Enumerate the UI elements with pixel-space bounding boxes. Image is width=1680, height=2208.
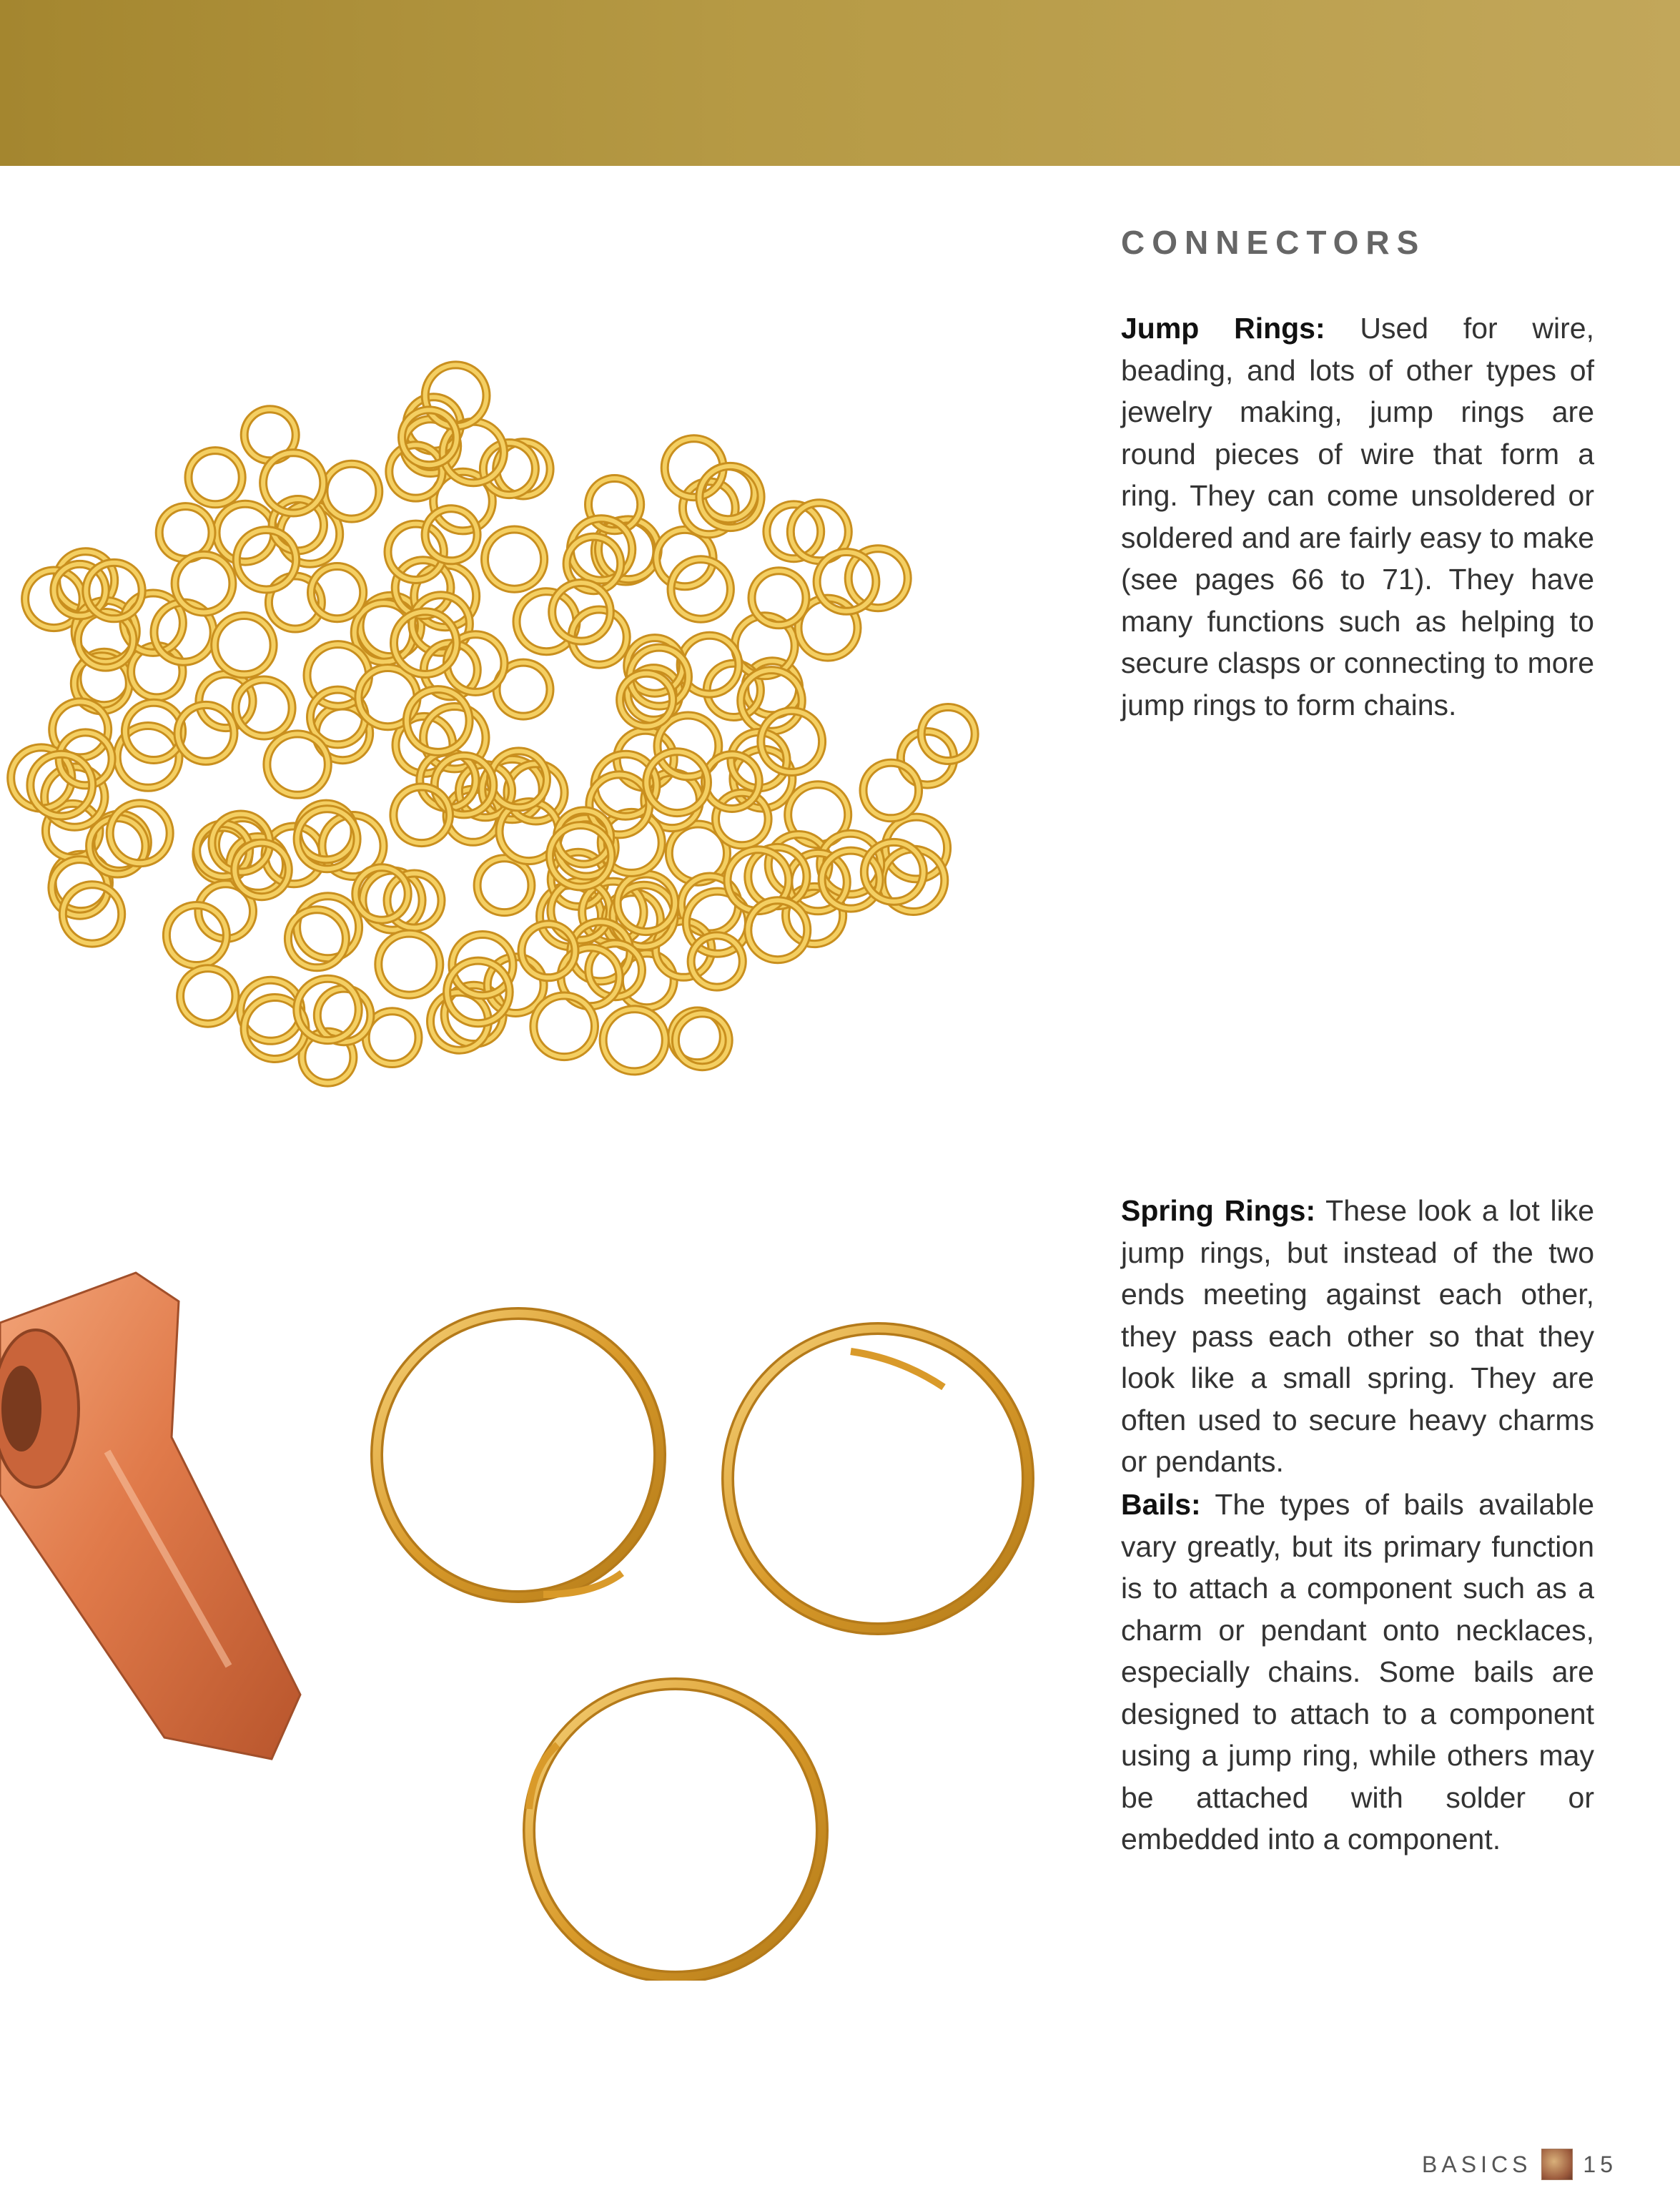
bails-term: Bails: [1121,1488,1201,1521]
jump-ring [263,453,323,513]
spring-rings-term: Spring Rings: [1121,1194,1316,1227]
bails-description: The types of bails available vary greatly, but its primary function is to attach a component such as a charm or pendant onto necklaces, especially chains. Some bails are designed to attach to a component using a jump ring, while others may be attached with solder or embedded into a component. [1121,1488,1594,1855]
jump-ring [517,591,577,651]
jump-rings-photo [0,336,1029,1144]
footer-section-label: BASICS [1422,2151,1532,2177]
spring-rings-illustration [0,1194,1058,1981]
jump-ring [864,763,919,819]
spring-rings-paragraph [1121,1190,1594,1483]
jump-ring [175,555,233,613]
jump-ring [236,680,292,736]
jump-ring [180,968,235,1023]
jump-ring [214,616,273,674]
jump-ring [603,1009,666,1071]
jump-ring [325,464,380,519]
jump-rings-paragraph [1121,307,1594,726]
spring-rings-description: These look a lot like jump rings, but instead of the two ends meeting against each other, they pass each other so that they look like a small spring. They are often used to secure heavy charms or pendants. [1121,1194,1594,1478]
jump-rings-illustration [0,336,1029,1144]
footer-ornament-icon [1541,2149,1573,2180]
jump-ring [691,935,743,987]
jump-rings-term: Jump Rings: [1121,312,1325,345]
jump-ring [267,734,327,794]
page-footer [1422,2147,1617,2182]
jump-ring [478,858,532,912]
jump-ring [533,996,595,1058]
jump-ring [378,934,440,995]
spring-rings-photo [0,1194,1058,1981]
jump-ring [485,530,544,589]
page-number: 15 [1583,2151,1617,2177]
jump-ring [297,896,359,958]
bails-paragraph [1121,1484,1594,1860]
jump-rings-description: Used for wire, beading, and lots of other types of jewelry making, jump rings are round pieces of wire that form a ring. They can come unsoldered or soldered and are fairly easy to make (see pages 66 to 71). They have many functions such as helping to secure clasps or connecting to more jump rings to form chains. [1121,312,1594,721]
header-color-band [0,0,1680,166]
jump-ring [189,450,242,504]
section-heading: CONNECTORS [1121,224,1426,261]
